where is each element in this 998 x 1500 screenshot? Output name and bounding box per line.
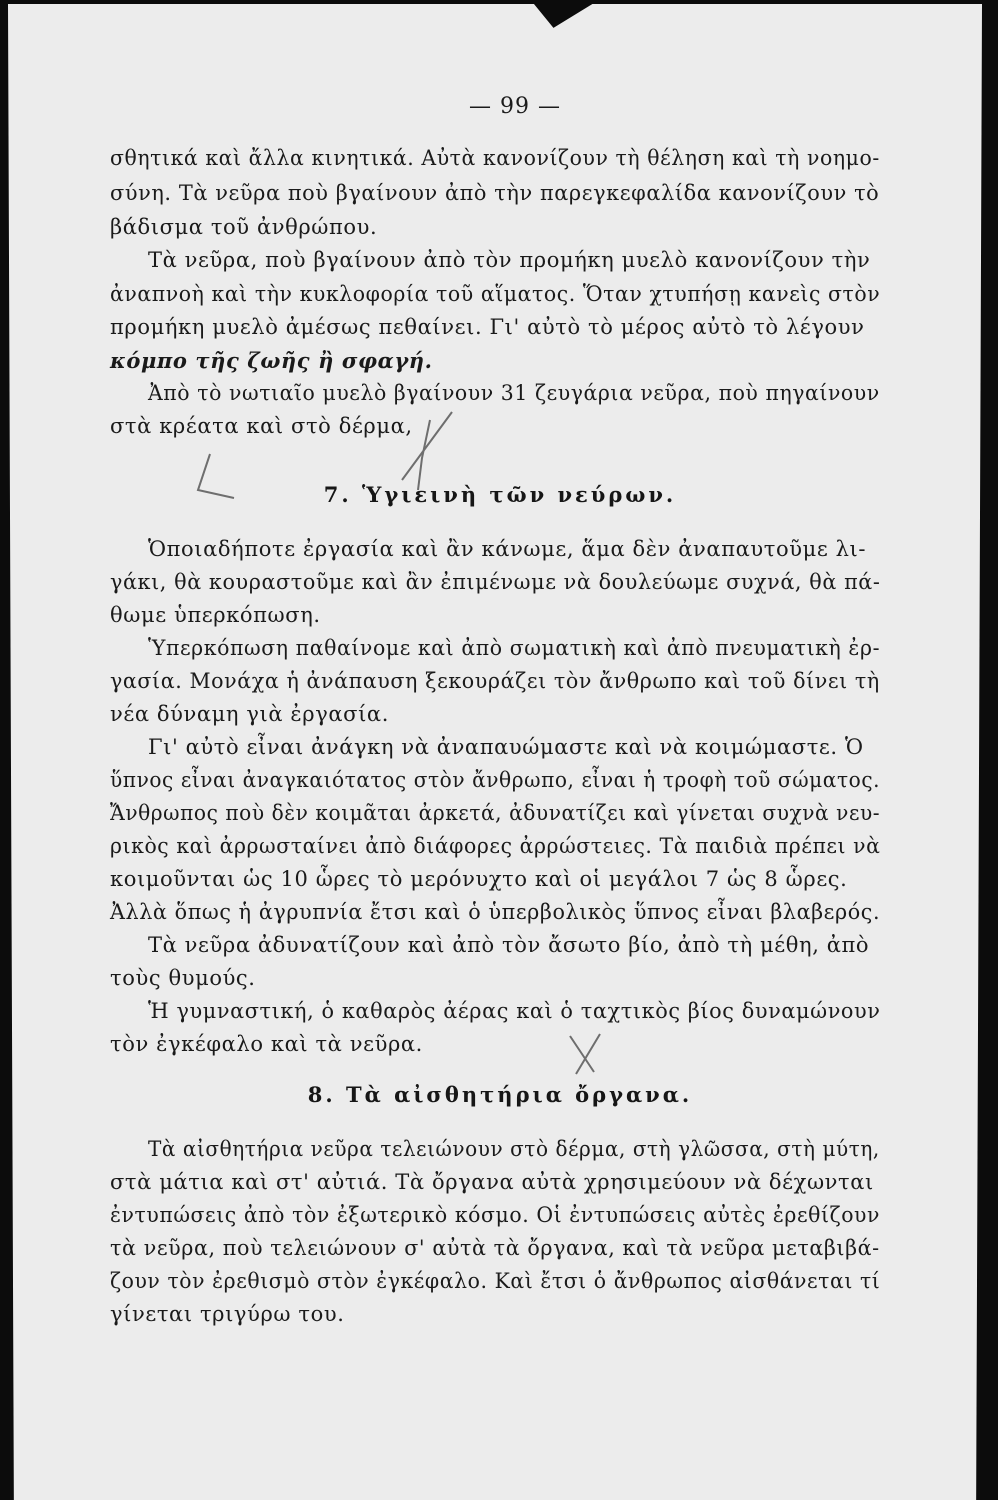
text-line: τοὺς θυμούς.	[110, 966, 256, 990]
text-line: τὸν ἐγκέφαλο καὶ τὰ νεῦρα.	[110, 1032, 423, 1056]
text-line: νέα δύναμη γιὰ ἐργασία.	[110, 702, 389, 726]
text-line: γασία. Μονάχα ἡ ἀνάπαυση ξεκουράζει τὸν ἄνθρωπο καὶ τοῦ δίνει τὴ	[110, 669, 880, 693]
text-line: ἐντυπώσεις ἀπὸ τὸν ἐξωτερικὸ κόσμο. Οἱ ἐντυπώσεις αὐτὲς ἐρεθίζουν	[110, 1203, 881, 1227]
text-line: θωμε ὑπερκόπωση.	[110, 603, 321, 627]
text-line: Ἡ γυμναστική, ὁ καθαρὸς ἀέρας καὶ ὁ ταχτικὸς βίος δυναμώνουν	[148, 999, 881, 1023]
section-heading-7: 7. Ὑγιεινὴ τῶν νεύρων.	[323, 482, 677, 507]
text-line: ρικὸς καὶ ἀρρωσταίνει ἀπὸ διάφορες ἀρρώστειες. Τὰ παιδιὰ πρέπει νὰ	[110, 834, 881, 858]
text-line: ζουν τὸν ἐρεθισμὸ στὸν ἐγκέφαλο. Καὶ ἔτσι ὁ ἄνθρωπος αἰσθάνεται τί	[110, 1269, 881, 1293]
text-line: Ὑπερκόπωση παθαίνομε καὶ ἀπὸ σωματικὴ καὶ ἀπὸ πνευματικὴ ἐρ-	[148, 636, 881, 660]
text-line: Τὰ αἰσθητήρια νεῦρα τελειώνουν στὸ δέρμα, στὴ γλῶσσα, στὴ μύτη,	[148, 1137, 880, 1161]
text-line: στὰ μάτια καὶ στ' αὐτιά. Τὰ ὄργανα αὐτὰ χρησιμεύουν νὰ δέχωνται	[110, 1170, 874, 1194]
text-line: τὰ νεῦρα, ποὺ τελειώνουν σ' αὐτὰ τὰ ὄργανα, καὶ τὰ νεῦρα μεταβιβά-	[110, 1236, 880, 1260]
text-line: ὕπνος εἶναι ἀναγκαιότατος στὸν ἄνθρωπο, εἶναι ἡ τροφὴ τοῦ σώματος.	[110, 768, 881, 792]
text-line: βάδισμα τοῦ ἀνθρώπου.	[110, 215, 378, 239]
text-line: Γι' αὐτὸ εἶναι ἀνάγκη νὰ ἀναπαυώμαστε καὶ νὰ κοιμώμαστε. Ὁ	[148, 735, 864, 759]
text-line: ἀναπνοὴ καὶ τὴν κυκλοφορία τοῦ αἵματος. Ὅταν χτυπήσῃ κανεὶς στὸν	[110, 282, 881, 306]
text-line: Ἀλλὰ ὅπως ἡ ἀγρυπνία ἔτσι καὶ ὁ ὑπερβολικὸς ὕπνος εἶναι βλαβερός.	[110, 900, 881, 924]
text-line: κοιμοῦνται ὡς 10 ὧρες τὸ μερόνυχτο καὶ οἱ μεγάλοι 7 ὡς 8 ὧρες.	[110, 867, 848, 891]
text-line: Ὁποιαδήποτε ἐργασία καὶ ἂν κάνωμε, ἅμα δὲν ἀναπαυτοῦμε λι-	[148, 537, 867, 561]
text-line: σύνη. Τὰ νεῦρα ποὺ βγαίνουν ἀπὸ τὴν παρεγκεφαλίδα κανονίζουν τὸ	[110, 181, 880, 205]
text-line: σθητικά καὶ ἄλλα κινητικά. Αὐτὰ κανονίζουν τὴ θέληση καὶ τὴ νοημο-	[110, 146, 880, 170]
pencil-mark	[560, 1030, 640, 1080]
text-line: γίνεται τριγύρω του.	[110, 1302, 345, 1326]
section-heading-8: 8. Τὰ αἰσθητήρια ὄργανα.	[307, 1082, 693, 1107]
page-number: — 99 —	[469, 94, 561, 119]
text-line: Ἀπὸ τὸ νωτιαῖο μυελὸ βγαίνουν 31 ζευγάρια νεῦρα, ποὺ πηγαίνουν	[148, 381, 880, 405]
text-line: Ἄνθρωπος ποὺ δὲν κοιμᾶται ἀρκετά, ἀδυνατίζει καὶ γίνεται συχνὰ νευ-	[110, 801, 881, 825]
text-line: προμήκη μυελὸ ἀμέσως πεθαίνει. Γι' αὐτὸ τὸ μέρος αὐτὸ τὸ λέγουν	[110, 315, 865, 339]
text-line-emphasis: κόμπο τῆς ζωῆς ἢ σφαγή.	[110, 348, 433, 373]
text-line: γάκι, θὰ κουραστοῦμε καὶ ἂν ἐπιμένωμε νὰ δουλεύωμε συχνά, θὰ πά-	[110, 570, 881, 594]
text-line: Τὰ νεῦρα ἀδυνατίζουν καὶ ἀπὸ τὸν ἄσωτο βίο, ἀπὸ τὴ μέθη, ἀπὸ	[148, 933, 870, 957]
text-line: Τὰ νεῦρα, ποὺ βγαίνουν ἀπὸ τὸν προμήκη μυελὸ κανονίζουν τὴν	[148, 248, 871, 272]
text-line: στὰ κρέατα καὶ στὸ δέρμα,	[110, 414, 413, 438]
